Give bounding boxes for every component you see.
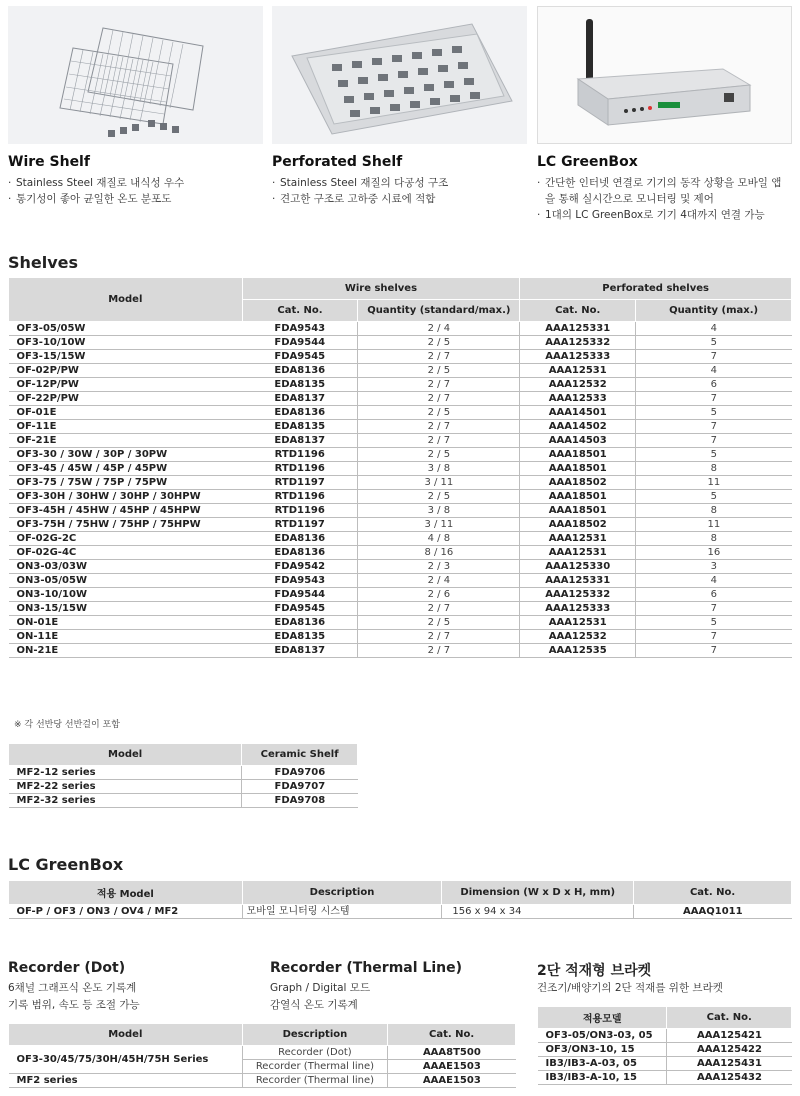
- cat-cell: AAAE1503: [388, 1074, 516, 1088]
- wire-cat-cell: FDA9545: [242, 350, 358, 364]
- bracket-title: 2단 적재형 브라켓: [537, 963, 652, 979]
- header-dimension: Dimension (W x D x H, mm): [442, 881, 634, 905]
- cat-cell: AAA125421: [667, 1029, 792, 1043]
- recorder-dot-title: Recorder (Dot): [8, 960, 126, 976]
- wire-cat-cell: RTD1196: [242, 504, 358, 518]
- model-cell: MF2 series: [9, 1074, 243, 1088]
- perforated-qty-cell: 4: [636, 574, 792, 588]
- table-row: [9, 462, 792, 476]
- recorder-thermal-title: Recorder (Thermal Line): [270, 960, 462, 976]
- wire-cat-cell: EDA8137: [242, 392, 358, 406]
- wire-cat-cell: FDA9545: [242, 602, 358, 616]
- perforated-qty-cell: 16: [636, 546, 792, 560]
- greenbox-title: LC GreenBox: [8, 855, 124, 874]
- perforated-qty-cell: 8: [636, 532, 792, 546]
- perforated-qty-cell: 6: [636, 378, 792, 392]
- wire-qty-cell: 2 / 5: [358, 364, 520, 378]
- model-cell: ON3-15/15W: [9, 602, 243, 616]
- table-row: [538, 1071, 792, 1085]
- perforated-cat-cell: AAA12531: [520, 364, 636, 378]
- perforated-cat-cell: AAA12532: [520, 378, 636, 392]
- cat-cell: FDA9707: [242, 780, 358, 794]
- perforated-qty-cell: 4: [636, 364, 792, 378]
- table-row: [9, 532, 792, 546]
- table-row: [9, 406, 792, 420]
- perforated-cat-cell: AAA12531: [520, 546, 636, 560]
- table-row: [9, 602, 792, 616]
- model-cell: OF3-75 / 75W / 75P / 75PW: [9, 476, 243, 490]
- table-row: [9, 448, 792, 462]
- description-cell: 모바일 모니터링 시스템: [242, 905, 442, 919]
- wire-cat-cell: EDA8135: [242, 420, 358, 434]
- cat-cell: AAA8T500: [388, 1046, 516, 1060]
- product-bullets: [8, 175, 263, 207]
- description-cell: Recorder (Dot): [242, 1046, 388, 1060]
- product-name: Perforated Shelf: [272, 154, 403, 170]
- cat-cell: FDA9706: [242, 766, 358, 780]
- model-cell: IB3/IB3-A-10, 15: [538, 1071, 667, 1085]
- wire-qty-cell: 3 / 8: [358, 504, 520, 518]
- perforated-cat-cell: AAA18501: [520, 462, 636, 476]
- model-cell: OF3-10/10W: [9, 336, 243, 350]
- table-row: [9, 588, 792, 602]
- perforated-qty-cell: 5: [636, 336, 792, 350]
- perforated-qty-cell: 8: [636, 504, 792, 518]
- table-row: [9, 560, 792, 574]
- table-row: [9, 434, 792, 448]
- perforated-cat-cell: AAA12535: [520, 644, 636, 658]
- perforated-qty-cell: 5: [636, 490, 792, 504]
- perforated-cat-cell: AAA18501: [520, 448, 636, 462]
- header-model: 적용모델: [538, 1007, 667, 1029]
- desc-line: 기록 범위, 속도 등 조절 가능: [8, 999, 140, 1011]
- desc-line: Graph / Digital 모드: [270, 982, 371, 994]
- model-cell: ON3-05/05W: [9, 574, 243, 588]
- description-cell: Recorder (Thermal line): [242, 1074, 388, 1088]
- cat-cell: AAA125432: [667, 1071, 792, 1085]
- perforated-cat-cell: AAA14503: [520, 434, 636, 448]
- wire-qty-cell: 2 / 7: [358, 350, 520, 364]
- cat-cell: AAA125422: [667, 1043, 792, 1057]
- table-row: [9, 490, 792, 504]
- perforated-cat-cell: AAA18502: [520, 476, 636, 490]
- wire-cat-cell: RTD1197: [242, 518, 358, 532]
- header-cat-no: Cat. No.: [242, 300, 358, 322]
- model-cell: OF-12P/PW: [9, 378, 243, 392]
- table-row: [9, 1046, 516, 1060]
- product-cards: [8, 6, 792, 246]
- wire-cat-cell: EDA8135: [242, 378, 358, 392]
- perforated-cat-cell: AAA125331: [520, 574, 636, 588]
- model-cell: ON-11E: [9, 630, 243, 644]
- perforated-shelf-card: [272, 6, 527, 207]
- product-bullet: · 견고한 구조로 고하중 시료에 적합: [272, 191, 527, 207]
- perforated-qty-cell: 7: [636, 434, 792, 448]
- model-cell: OF-02G-2C: [9, 532, 243, 546]
- product-bullet: · Stainless Steel 재질의 다공성 구조: [272, 175, 527, 191]
- table-row: [9, 518, 792, 532]
- shelves-note: ※ 각 선반당 선반걸이 포함: [14, 720, 120, 730]
- header-perforated-shelves: Perforated shelves: [520, 278, 792, 300]
- wire-cat-cell: FDA9543: [242, 574, 358, 588]
- perforated-cat-cell: AAA125331: [520, 322, 636, 336]
- table-row: [9, 322, 792, 336]
- cat-cell: AAA125431: [667, 1057, 792, 1071]
- wire-qty-cell: 3 / 11: [358, 518, 520, 532]
- wire-qty-cell: 2 / 7: [358, 602, 520, 616]
- model-cell: IB3/IB3-A-03, 05: [538, 1057, 667, 1071]
- wire-shelf-image: [8, 6, 263, 144]
- perforated-cat-cell: AAA18501: [520, 490, 636, 504]
- product-bullet: · Stainless Steel 재질로 내식성 우수: [8, 175, 263, 191]
- wire-qty-cell: 2 / 7: [358, 378, 520, 392]
- perforated-qty-cell: 5: [636, 406, 792, 420]
- wire-cat-cell: FDA9542: [242, 560, 358, 574]
- model-cell: ON-21E: [9, 644, 243, 658]
- table-row: [9, 1074, 516, 1088]
- wire-qty-cell: 2 / 5: [358, 616, 520, 630]
- recorder-thermal-desc: [270, 980, 370, 1014]
- product-bullet: · 간단한 인터넷 연결로 기기의 동작 상황을 모바일 앱을 통해 실시간으로 모니터링 및 제어: [537, 175, 787, 207]
- table-row: [9, 574, 792, 588]
- header-model: Model: [9, 1024, 243, 1046]
- wire-cat-cell: RTD1196: [242, 462, 358, 476]
- perforated-cat-cell: AAA12533: [520, 392, 636, 406]
- perforated-qty-cell: 7: [636, 644, 792, 658]
- table-row: [9, 504, 792, 518]
- table-row: [9, 644, 792, 658]
- perforated-cat-cell: AAA125330: [520, 560, 636, 574]
- wire-cat-cell: FDA9544: [242, 588, 358, 602]
- table-row: [9, 630, 792, 644]
- perforated-shelf-image: [272, 6, 527, 144]
- header-model: Model: [9, 744, 242, 766]
- wire-cat-cell: FDA9544: [242, 336, 358, 350]
- model-cell: OF-02P/PW: [9, 364, 243, 378]
- wire-cat-cell: RTD1196: [242, 490, 358, 504]
- table-row: [9, 336, 792, 350]
- model-cell: OF3-30H / 30HW / 30HP / 30HPW: [9, 490, 243, 504]
- table-row: [9, 420, 792, 434]
- model-cell: ON-01E: [9, 616, 243, 630]
- model-cell: OF-11E: [9, 420, 243, 434]
- wire-cat-cell: EDA8136: [242, 364, 358, 378]
- wire-qty-cell: 3 / 8: [358, 462, 520, 476]
- wire-qty-cell: 2 / 5: [358, 406, 520, 420]
- desc-line: 6채널 그래프식 온도 기록계: [8, 982, 137, 994]
- model-cell: OF3-15/15W: [9, 350, 243, 364]
- perforated-qty-cell: 7: [636, 350, 792, 364]
- wire-qty-cell: 2 / 7: [358, 392, 520, 406]
- perforated-cat-cell: AAA18502: [520, 518, 636, 532]
- recorder-dot-desc: [8, 980, 140, 1014]
- header-ceramic-shelf: Ceramic Shelf: [242, 744, 358, 766]
- perforated-qty-cell: 7: [636, 602, 792, 616]
- wire-cat-cell: EDA8136: [242, 616, 358, 630]
- model-cell: ON3-10/10W: [9, 588, 243, 602]
- perforated-cat-cell: AAA125332: [520, 588, 636, 602]
- wire-qty-cell: 8 / 16: [358, 546, 520, 560]
- model-cell: OF-22P/PW: [9, 392, 243, 406]
- header-description: Description: [242, 881, 442, 905]
- model-cell: OF-P / OF3 / ON3 / OV4 / MF2: [9, 905, 243, 919]
- wire-cat-cell: EDA8136: [242, 532, 358, 546]
- table-row: [9, 350, 792, 364]
- perforated-qty-cell: 6: [636, 588, 792, 602]
- wire-shelf-card: [8, 6, 263, 207]
- perforated-cat-cell: AAA14502: [520, 420, 636, 434]
- wire-cat-cell: RTD1196: [242, 448, 358, 462]
- header-cat-no: Cat. No.: [634, 881, 792, 905]
- table-row: [9, 780, 358, 794]
- perforated-cat-cell: AAA12531: [520, 616, 636, 630]
- perforated-qty-cell: 4: [636, 322, 792, 336]
- model-cell: OF3-05/05W: [9, 322, 243, 336]
- perforated-cat-cell: AAA125332: [520, 336, 636, 350]
- product-bullet: · 통기성이 좋아 균일한 온도 분포도: [8, 191, 263, 207]
- header-quantity-perforated: Quantity (max.): [636, 300, 792, 322]
- model-cell: MF2-12 series: [9, 766, 242, 780]
- wire-qty-cell: 2 / 5: [358, 448, 520, 462]
- product-name: LC GreenBox: [537, 154, 638, 170]
- wire-qty-cell: 2 / 4: [358, 574, 520, 588]
- perforated-cat-cell: AAA125333: [520, 602, 636, 616]
- product-bullets: [537, 175, 792, 223]
- model-cell: OF3-05/ON3-03, 05: [538, 1029, 667, 1043]
- header-wire-shelves: Wire shelves: [242, 278, 520, 300]
- wire-qty-cell: 2 / 7: [358, 630, 520, 644]
- wire-cat-cell: RTD1197: [242, 476, 358, 490]
- wire-qty-cell: 2 / 4: [358, 322, 520, 336]
- table-row: [538, 1029, 792, 1043]
- wire-qty-cell: 2 / 3: [358, 560, 520, 574]
- wire-qty-cell: 2 / 5: [358, 490, 520, 504]
- model-cell: OF3-30 / 30W / 30P / 30PW: [9, 448, 243, 462]
- perforated-cat-cell: AAA18501: [520, 504, 636, 518]
- desc-line: 감열식 온도 기록계: [270, 999, 358, 1011]
- wire-cat-cell: EDA8135: [242, 630, 358, 644]
- perforated-cat-cell: AAA12531: [520, 532, 636, 546]
- wire-qty-cell: 2 / 7: [358, 420, 520, 434]
- model-cell: OF-01E: [9, 406, 243, 420]
- shelves-table: [8, 277, 792, 658]
- perforated-qty-cell: 8: [636, 462, 792, 476]
- perforated-qty-cell: 5: [636, 448, 792, 462]
- model-cell: OF3-75H / 75HW / 75HP / 75HPW: [9, 518, 243, 532]
- model-cell: OF3-45H / 45HW / 45HP / 45HPW: [9, 504, 243, 518]
- perforated-qty-cell: 11: [636, 476, 792, 490]
- header-cat-no: Cat. No.: [388, 1024, 516, 1046]
- cat-cell: AAAQ1011: [634, 905, 792, 919]
- model-cell: OF3-45 / 45W / 45P / 45PW: [9, 462, 243, 476]
- lc-greenbox-card: [537, 6, 792, 223]
- wire-cat-cell: EDA8137: [242, 644, 358, 658]
- table-row: [9, 905, 792, 919]
- wire-cat-cell: FDA9543: [242, 322, 358, 336]
- recorder-table: [8, 1023, 516, 1088]
- wire-cat-cell: EDA8137: [242, 434, 358, 448]
- perforated-cat-cell: AAA12532: [520, 630, 636, 644]
- table-row: [9, 476, 792, 490]
- model-cell: OF3-30/45/75/30H/45H/75H Series: [9, 1046, 243, 1074]
- perforated-qty-cell: 7: [636, 420, 792, 434]
- perforated-cat-cell: AAA14501: [520, 406, 636, 420]
- model-cell: OF3/ON3-10, 15: [538, 1043, 667, 1057]
- table-row: [538, 1043, 792, 1057]
- product-name: Wire Shelf: [8, 154, 90, 170]
- ceramic-shelf-table: [8, 743, 358, 808]
- table-row: [9, 364, 792, 378]
- header-cat-no: Cat. No.: [667, 1007, 792, 1029]
- greenbox-table: [8, 880, 792, 919]
- model-cell: MF2-32 series: [9, 794, 242, 808]
- bracket-desc: 건조기/배양기의 2단 적재를 위한 브라켓: [537, 982, 723, 994]
- cat-cell: FDA9708: [242, 794, 358, 808]
- header-model: Model: [9, 278, 243, 322]
- header-model: 적용 Model: [9, 881, 243, 905]
- wire-qty-cell: 2 / 6: [358, 588, 520, 602]
- wire-cat-cell: EDA8136: [242, 406, 358, 420]
- perforated-qty-cell: 5: [636, 616, 792, 630]
- cat-cell: AAAE1503: [388, 1060, 516, 1074]
- table-row: [9, 616, 792, 630]
- lc-greenbox-image: [537, 6, 792, 144]
- model-cell: OF-21E: [9, 434, 243, 448]
- wire-qty-cell: 3 / 11: [358, 476, 520, 490]
- dimension-cell: 156 x 94 x 34: [442, 905, 634, 919]
- table-row: [9, 546, 792, 560]
- wire-qty-cell: 2 / 7: [358, 434, 520, 448]
- model-cell: ON3-03/03W: [9, 560, 243, 574]
- bracket-table: [537, 1006, 792, 1085]
- wire-qty-cell: 4 / 8: [358, 532, 520, 546]
- wire-cat-cell: EDA8136: [242, 546, 358, 560]
- product-bullet: · 1대의 LC GreenBox로 기기 4대까지 연결 가능: [537, 207, 792, 223]
- perforated-cat-cell: AAA125333: [520, 350, 636, 364]
- product-bullets: [272, 175, 527, 207]
- description-cell: Recorder (Thermal line): [242, 1060, 388, 1074]
- perforated-qty-cell: 7: [636, 630, 792, 644]
- wire-qty-cell: 2 / 5: [358, 336, 520, 350]
- model-cell: OF-02G-4C: [9, 546, 243, 560]
- perforated-qty-cell: 7: [636, 392, 792, 406]
- perforated-qty-cell: 11: [636, 518, 792, 532]
- table-row: [9, 378, 792, 392]
- perforated-qty-cell: 3: [636, 560, 792, 574]
- header-cat-no: Cat. No.: [520, 300, 636, 322]
- table-row: [9, 794, 358, 808]
- wire-qty-cell: 2 / 7: [358, 644, 520, 658]
- table-row: [9, 766, 358, 780]
- header-quantity-wire: Quantity (standard/max.): [358, 300, 520, 322]
- model-cell: MF2-22 series: [9, 780, 242, 794]
- table-row: [9, 392, 792, 406]
- shelves-title: Shelves: [8, 253, 79, 272]
- header-description: Description: [242, 1024, 388, 1046]
- table-row: [538, 1057, 792, 1071]
